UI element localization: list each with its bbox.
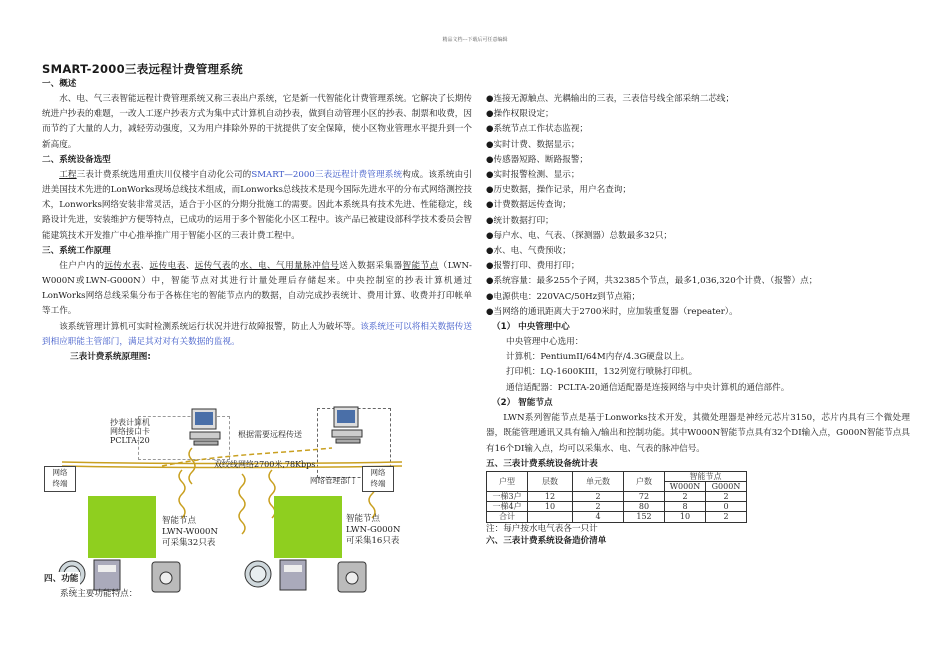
config-line: 中央管理中心选用：: [506, 337, 584, 348]
smart-node-box-g000n: [274, 496, 342, 558]
th-households: 户数: [624, 471, 665, 491]
th-units: 单元数: [573, 471, 624, 491]
feature-item: ●实时报警检测、显示；: [486, 170, 580, 181]
underlined-term: 工程: [59, 169, 77, 180]
feature-item: ●水、电、气费预收；: [486, 246, 571, 257]
s3-underlined: 智能节点: [402, 260, 439, 271]
s3-text: 、: [185, 260, 195, 271]
meter-icons-right: [242, 554, 372, 594]
feature-item: ●电源供电：220VAC/50Hz到节点箱；: [486, 291, 641, 302]
s3-text: 送入数据采集器: [339, 260, 403, 271]
feature-item: ●统计数据打印；: [486, 215, 554, 226]
table-cell: 一梯4户: [487, 502, 528, 512]
feature-item: ●传感器短路、断路报警；: [486, 154, 589, 165]
page-header: 精品文档---下载后可任意编辑: [442, 37, 508, 43]
section-1-body: 水、电、气三表智能远程计费管理系统又称三表出户系统，它是新一代智能化计费管理系统。它解决了长期传统进户抄表的难题，一改人工逐户抄表方式为集中式计算机自动抄表，做到自动管理小区的抄表、制票和收费，因而节约了大量的人力，减轻劳动强度，又为用户排除外界的干扰提供了安全保障，使小区物业管理水平提升到一个新高度。: [42, 94, 472, 150]
table-cell: [528, 512, 573, 522]
node-label-g000n: 智能节点 LWN-G000N 可采集16只表: [346, 514, 401, 546]
feature-item: ●当网络的通讯距离大于2700米时，应加装重复器（repeater）。: [486, 306, 738, 317]
table-cell: 2: [665, 492, 706, 502]
s3-underlined: 远传气表: [194, 260, 231, 271]
th-floors: 层数: [528, 471, 573, 491]
table-cell: 2: [573, 502, 624, 512]
s3-text: 住户户内的: [59, 260, 105, 271]
table-cell: 2: [706, 512, 747, 522]
table-row: [487, 492, 747, 502]
section-4-body: 系统主要功能特点：: [60, 589, 138, 599]
section-3-heading: 三、系统工作原理: [42, 245, 111, 256]
section-4-heading: 四、功能: [44, 572, 80, 587]
th-type: 户型: [487, 471, 528, 491]
section-1-heading: 一、概述: [42, 79, 77, 89]
equipment-table: [486, 471, 747, 523]
subsection-1-heading: （1） 中央管理中心: [492, 322, 570, 333]
table-cell: 72: [624, 492, 665, 502]
table-row: [487, 512, 747, 522]
feature-item: ●实时计费、数据显示；: [486, 139, 580, 150]
system-diagram: [42, 404, 472, 604]
bus-label: 双绞线网络2700米,78Kbps: [214, 460, 316, 469]
th-w000n: W000N: [665, 481, 706, 491]
subsection-1-body: [486, 335, 910, 396]
s3-highlight: 该系统还可以将相关数据传送到相应职能主管部门，满足其对对有关数据的监视。: [42, 321, 472, 347]
config-line: 通信适配器：PCLTA-20通信适配器是连接网络与中央计算机的通信部件。: [506, 382, 790, 393]
subsection-2-body: LWN系列智能节点是基于Lonworks技术开发，其微处理器是神经元芯片3150，芯片内具有三个微处理器，既能管理通讯又具有输入/输出和控制功能。其中W000N智能节点具有32个DI输入点，G000N智能节点具有16个DI输入点，均可以采集水、电、气表的脉冲信号。: [486, 412, 910, 455]
network-terminal-right: 网络 终端: [362, 466, 394, 492]
feature-item: ●连接无源触点、光耦输出的三表，三表信号线全部采纳二芯线；: [486, 94, 735, 104]
s3-underlined: 水、电、气用量脉冲信号: [239, 260, 340, 271]
smart-node-box-w000n: [88, 496, 156, 558]
config-line: 计算机：PentiumII/64M内存/4.3G硬盘以上。: [506, 352, 690, 363]
feature-item: ●系统容量：最多255个子网，共32385个节点，最多1,036,320个计费、（报警）点；: [486, 276, 818, 287]
table-note: 注：每户按水电气表各一只计: [486, 523, 598, 534]
table-cell: 10: [528, 502, 573, 512]
feature-item: ●计费数据远传查询；: [486, 200, 571, 211]
diagram-heading: 三表计费系统原理图:: [70, 352, 151, 363]
table-cell: 0: [706, 502, 747, 512]
table-cell: 合计: [487, 512, 528, 522]
section-2-heading: 二、系统设备选型: [42, 154, 111, 165]
table-cell: 8: [665, 502, 706, 512]
section-3-body: [42, 259, 472, 320]
feature-item: ●每户水、电、气表、（探测器）总数最多32只；: [486, 230, 673, 241]
table-cell: 2: [573, 492, 624, 502]
config-line: 打印机：LQ-1600KIII，132列宽行喷脉打印机。: [506, 367, 698, 378]
feature-item: ●系统节点工作状态监视；: [486, 124, 589, 135]
table-cell: 一梯3户: [487, 492, 528, 502]
node-label-w000n: 智能节点 LWN-W000N 可采集32只表: [162, 516, 218, 548]
table-cell: 2: [706, 492, 747, 502]
s3-text: 该系统管理计算机可实时检测系统运行状况并进行故障报警，防止人为破坏等。: [59, 321, 361, 332]
s3-underlined: 远传水表: [104, 260, 141, 271]
th-g000n: G000N: [706, 481, 747, 491]
section-2-body: [42, 168, 472, 244]
s3-underlined: 远传电表: [149, 260, 186, 271]
product-name-highlight: SMART—2000三表远程计费管理系统: [251, 169, 403, 180]
feature-list: [486, 92, 910, 320]
left-column: [42, 62, 472, 365]
table-cell: 80: [624, 502, 665, 512]
section-3-body-2: [42, 320, 472, 350]
th-node: 智能节点: [665, 471, 747, 481]
section-5-heading: 五、三表计费系统设备统计表: [486, 458, 598, 469]
section-2-text-b: 构成。该系统由引进美国技术先进的LonWorks现场总线技术组成，而Lonworks总线技术是现今国际先进水平的分布式网络测控技术，Lonworks网络安装非常灵活，适合于小区的分期分批施工的需要。因此本系统具有技术先进、性能稳定，线路设计先进，安装维护方便等特点，已成功的运用于多个智能化小区工程中。该产品已被建设部科学技术委员会智能建筑技术开发推广中心推举推广用于智能小区的三表计费工程中。: [42, 169, 472, 241]
s3-text: 的: [230, 260, 240, 271]
feature-item: ●操作权限设定；: [486, 109, 554, 120]
table-cell: 152: [624, 512, 665, 522]
table-cell: 12: [528, 492, 573, 502]
feature-item: ●历史数据，操作记录，用户名查询；: [486, 185, 631, 196]
table-row: [487, 502, 747, 512]
table-cell: 4: [573, 512, 624, 522]
remote-transfer-label: 根据需要远程传送: [238, 430, 302, 439]
document-title: SMART-2000三表远程计费管理系统: [42, 62, 243, 76]
section-6-heading: 六、三表计费系统设备造价清单: [486, 535, 607, 546]
feature-item: ●报警打印、费用打印；: [486, 261, 580, 272]
management-label: 网络管理部门: [310, 476, 355, 485]
section-2-text-a: 三表计费系统选用重庆川仪楼宇自动化公司的: [76, 169, 252, 180]
subsection-2-heading: （2） 智能节点: [492, 397, 553, 408]
s3-text: （LWN-W000N或LWN-G000N）中，智能节点对其进行计量处理后存储起来。中央控制室的抄表计算机通过LonWorks网络总线采集分布于各栋住宅的智能节点内的数据，自动完成抄表统计、费用计算、收费并打印帐单等工作。: [42, 260, 472, 317]
table-body: [487, 492, 747, 523]
s3-text: 、: [140, 260, 150, 271]
network-terminal-left: 网络 终端: [44, 466, 76, 492]
table-cell: 10: [665, 512, 706, 522]
pc-label: 抄表计算机 网络接口卡 PCLTA-20: [110, 418, 150, 445]
right-column: [486, 92, 910, 547]
